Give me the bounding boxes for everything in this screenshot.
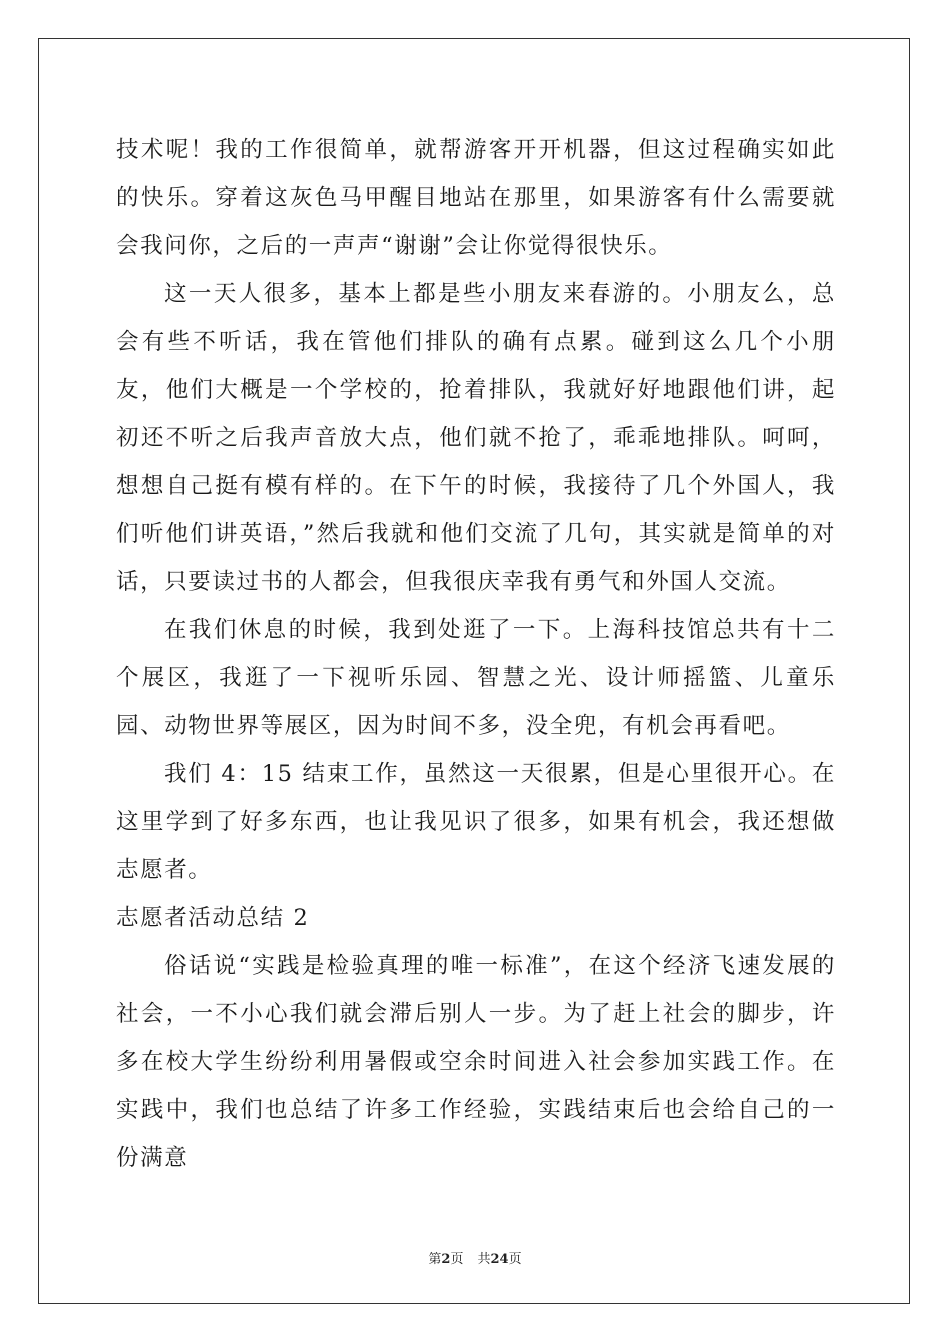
page-prefix: 第 <box>428 1252 442 1267</box>
total-pages: 24 <box>490 1252 509 1267</box>
paragraph-2: 这一天人很多，基本上都是些小朋友来春游的。小朋友么，总会有些不听话，我在管他们排队的确有点累。碰到这么几个小朋友，他们大概是一个学校的，抢着排队，我就好好地跟他们讲，起初还不听之后我声音放大点，他们就不抢了，乖乖地排队。呵呵，想想自己挺有模有样的。在下午的时候，我接待了几个外国人，我们听他们讲英语，”然后我就和他们交流了几句，其实就是简单的对话，只要读过书的人都会，但我很庆幸我有勇气和外国人交流。 <box>116 281 836 595</box>
page-footer <box>0 1248 950 1267</box>
paragraph-4: 我们 4：15 结束工作，虽然这一天很累，但是心里很开心。在这里学到了好多东西，也让我见识了很多，如果有机会，我还想做志愿者。 <box>116 761 836 883</box>
paragraph-1: 技术呢！我的工作很简单，就帮游客开开机器，但这过程确实如此的快乐。穿着这灰色马甲醒目地站在那里，如果游客有什么需要就会我问你，之后的一声声“谢谢”会让你觉得很快乐。 <box>116 137 836 259</box>
total-prefix: 共 <box>477 1252 491 1267</box>
paragraph-3: 在我们休息的时候，我到处逛了一下。上海科技馆总共有十二个展区，我逛了一下视听乐园、智慧之光、设计师摇篮、儿童乐园、动物世界等展区，因为时间不多，没全兜，有机会再看吧。 <box>116 617 836 739</box>
page-number: 2 <box>441 1252 451 1267</box>
total-suffix: 页 <box>508 1252 522 1267</box>
page-suffix: 页 <box>450 1252 464 1267</box>
section-heading: 志愿者活动总结 2 <box>116 905 310 931</box>
section-paragraph: 俗话说“实践是检验真理的唯一标准”，在这个经济飞速发展的社会，一不小心我们就会滞后别人一步。为了赶上社会的脚步，许多在校大学生纷纷利用暑假或空余时间进入社会参加实践工作。在实践中，我们也总结了许多工作经验，实践结束后也会给自己的一份满意 <box>116 953 836 1171</box>
document-body <box>116 126 836 1182</box>
